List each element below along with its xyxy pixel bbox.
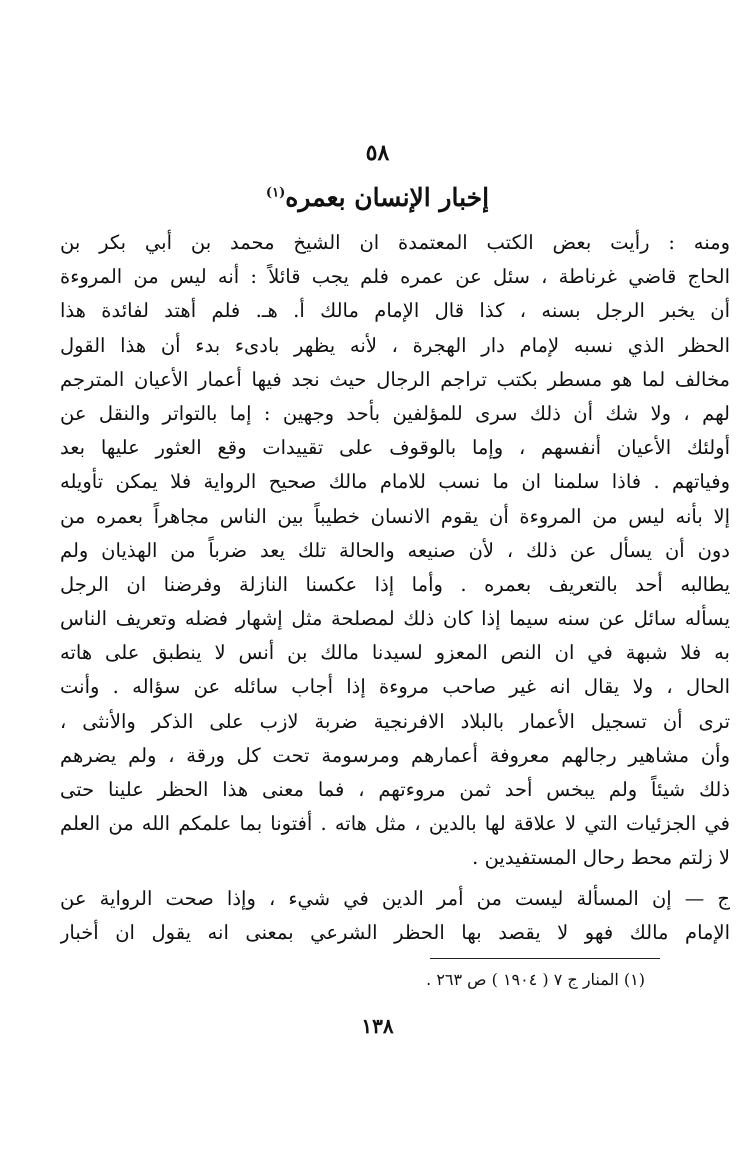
footnote: (١) المنار ج ٧ ( ١٩٠٤ ) ص ٢٦٣ . xyxy=(426,970,645,989)
text-line: الحاج قاضي غرناطة ، سئل عن عمره فلم يجب قائلاً : أنه ليس من المروءة xyxy=(60,265,730,289)
answer-line: الإمام مالك فهو لا يقصد بها الحظر الشرعي بمعنى انه يقول ان أخبار xyxy=(60,920,730,944)
footnote-reference[interactable]: (١) xyxy=(265,185,286,201)
text-line: أولئك الأعيان أنفسهم ، وإما بالوقوف على تقييدات وقع العثور عليها بعد xyxy=(60,436,730,460)
text-line: ترى أن تسجيل الأعمار بالبلاد الافرنجية ضربة لازب على الذكر والأنثى ، xyxy=(60,709,730,733)
text-line: يطالبه أحد بالتعريف بعمره . وأما إذا عكسنا النازلة وفرضنا ان الرجل xyxy=(60,572,730,596)
text-line: في الجزئيات التي لا علاقة لها بالدين ، مثل هاته . أفتونا بما علمكم الله من العلم xyxy=(60,812,730,836)
text-line: وأن مشاهير رجالهم معروفة أعمارهم ومرسومة تحت كل ورقة ، ولم يضرهم xyxy=(60,743,730,767)
text-line: به فلا شبهة في ان النص المعزو لسيدنا مالك بن أنس لا ينطبق على هاته xyxy=(60,641,730,665)
section-page-number: ٥٨ xyxy=(365,140,390,166)
text-line: الحال ، ولا يقال انه غير صاحب مروءة إذا أجاب سائله عن سؤاله . وأنت xyxy=(60,675,730,699)
section-title: إخبار الإنسان بعمره xyxy=(285,183,490,212)
body-text xyxy=(60,226,730,950)
text-line: وفياتهم . فاذا سلمنا ان ما نسب للامام مالك صحيح الرواية فلا يمكن تأويله xyxy=(60,470,730,494)
text-line: مخالف لما هو مسطر بكتب تراجم الرجال حيث نجد فيها أعمار الأعيان المترجم xyxy=(60,367,730,391)
footnote-divider xyxy=(430,958,660,959)
text-line: أن يخبر الرجل بسنه ، كذا قال الإمام مالك أ. هـ. فلم أهتد لفائدة هذا xyxy=(60,299,730,323)
text-line: ذلك شيئاً ولم يبخس أحد ثمن مروءتهم ، فما معنى هذا الحظر علينا حتى xyxy=(60,778,730,801)
text-line: يسأله سائل عن سنه سيما إذا كان ذلك لمصلحة مثل إشهار فضله وتعريف الناس xyxy=(60,607,730,631)
page-number: ١٣٨ xyxy=(361,1014,394,1038)
text-line: لا زلتم محط رحال المستفيدين . xyxy=(472,846,730,870)
section-heading xyxy=(0,183,755,212)
text-line: إلا بأنه ليس من المروءة أن يقوم الانسان خطيباً بين الناس مجاهراً بعمره من xyxy=(60,504,730,528)
answer-line: ج — إن المسألة ليست من أمر الدين في شيء ، وإذا صحت الرواية عن xyxy=(60,886,730,910)
text-line: لهم ، ولا شك أن ذلك سرى للمؤلفين بأحد وجهين : إما بالتواتر والنقل عن xyxy=(60,401,730,425)
text-line: الحظر الذي نسبه لإمام دار الهجرة ، لأنه يظهر بادىء بدء أن هذا القول xyxy=(60,333,730,357)
text-line: ومنه : رأيت بعض الكتب المعتمدة ان الشيخ محمد بن أبي بكر بن xyxy=(60,231,730,254)
text-line: دون أن يسأل عن ذلك ، لأن صنيعه والحالة تلك يعد ضرباً من الهذيان ولم xyxy=(60,538,730,562)
